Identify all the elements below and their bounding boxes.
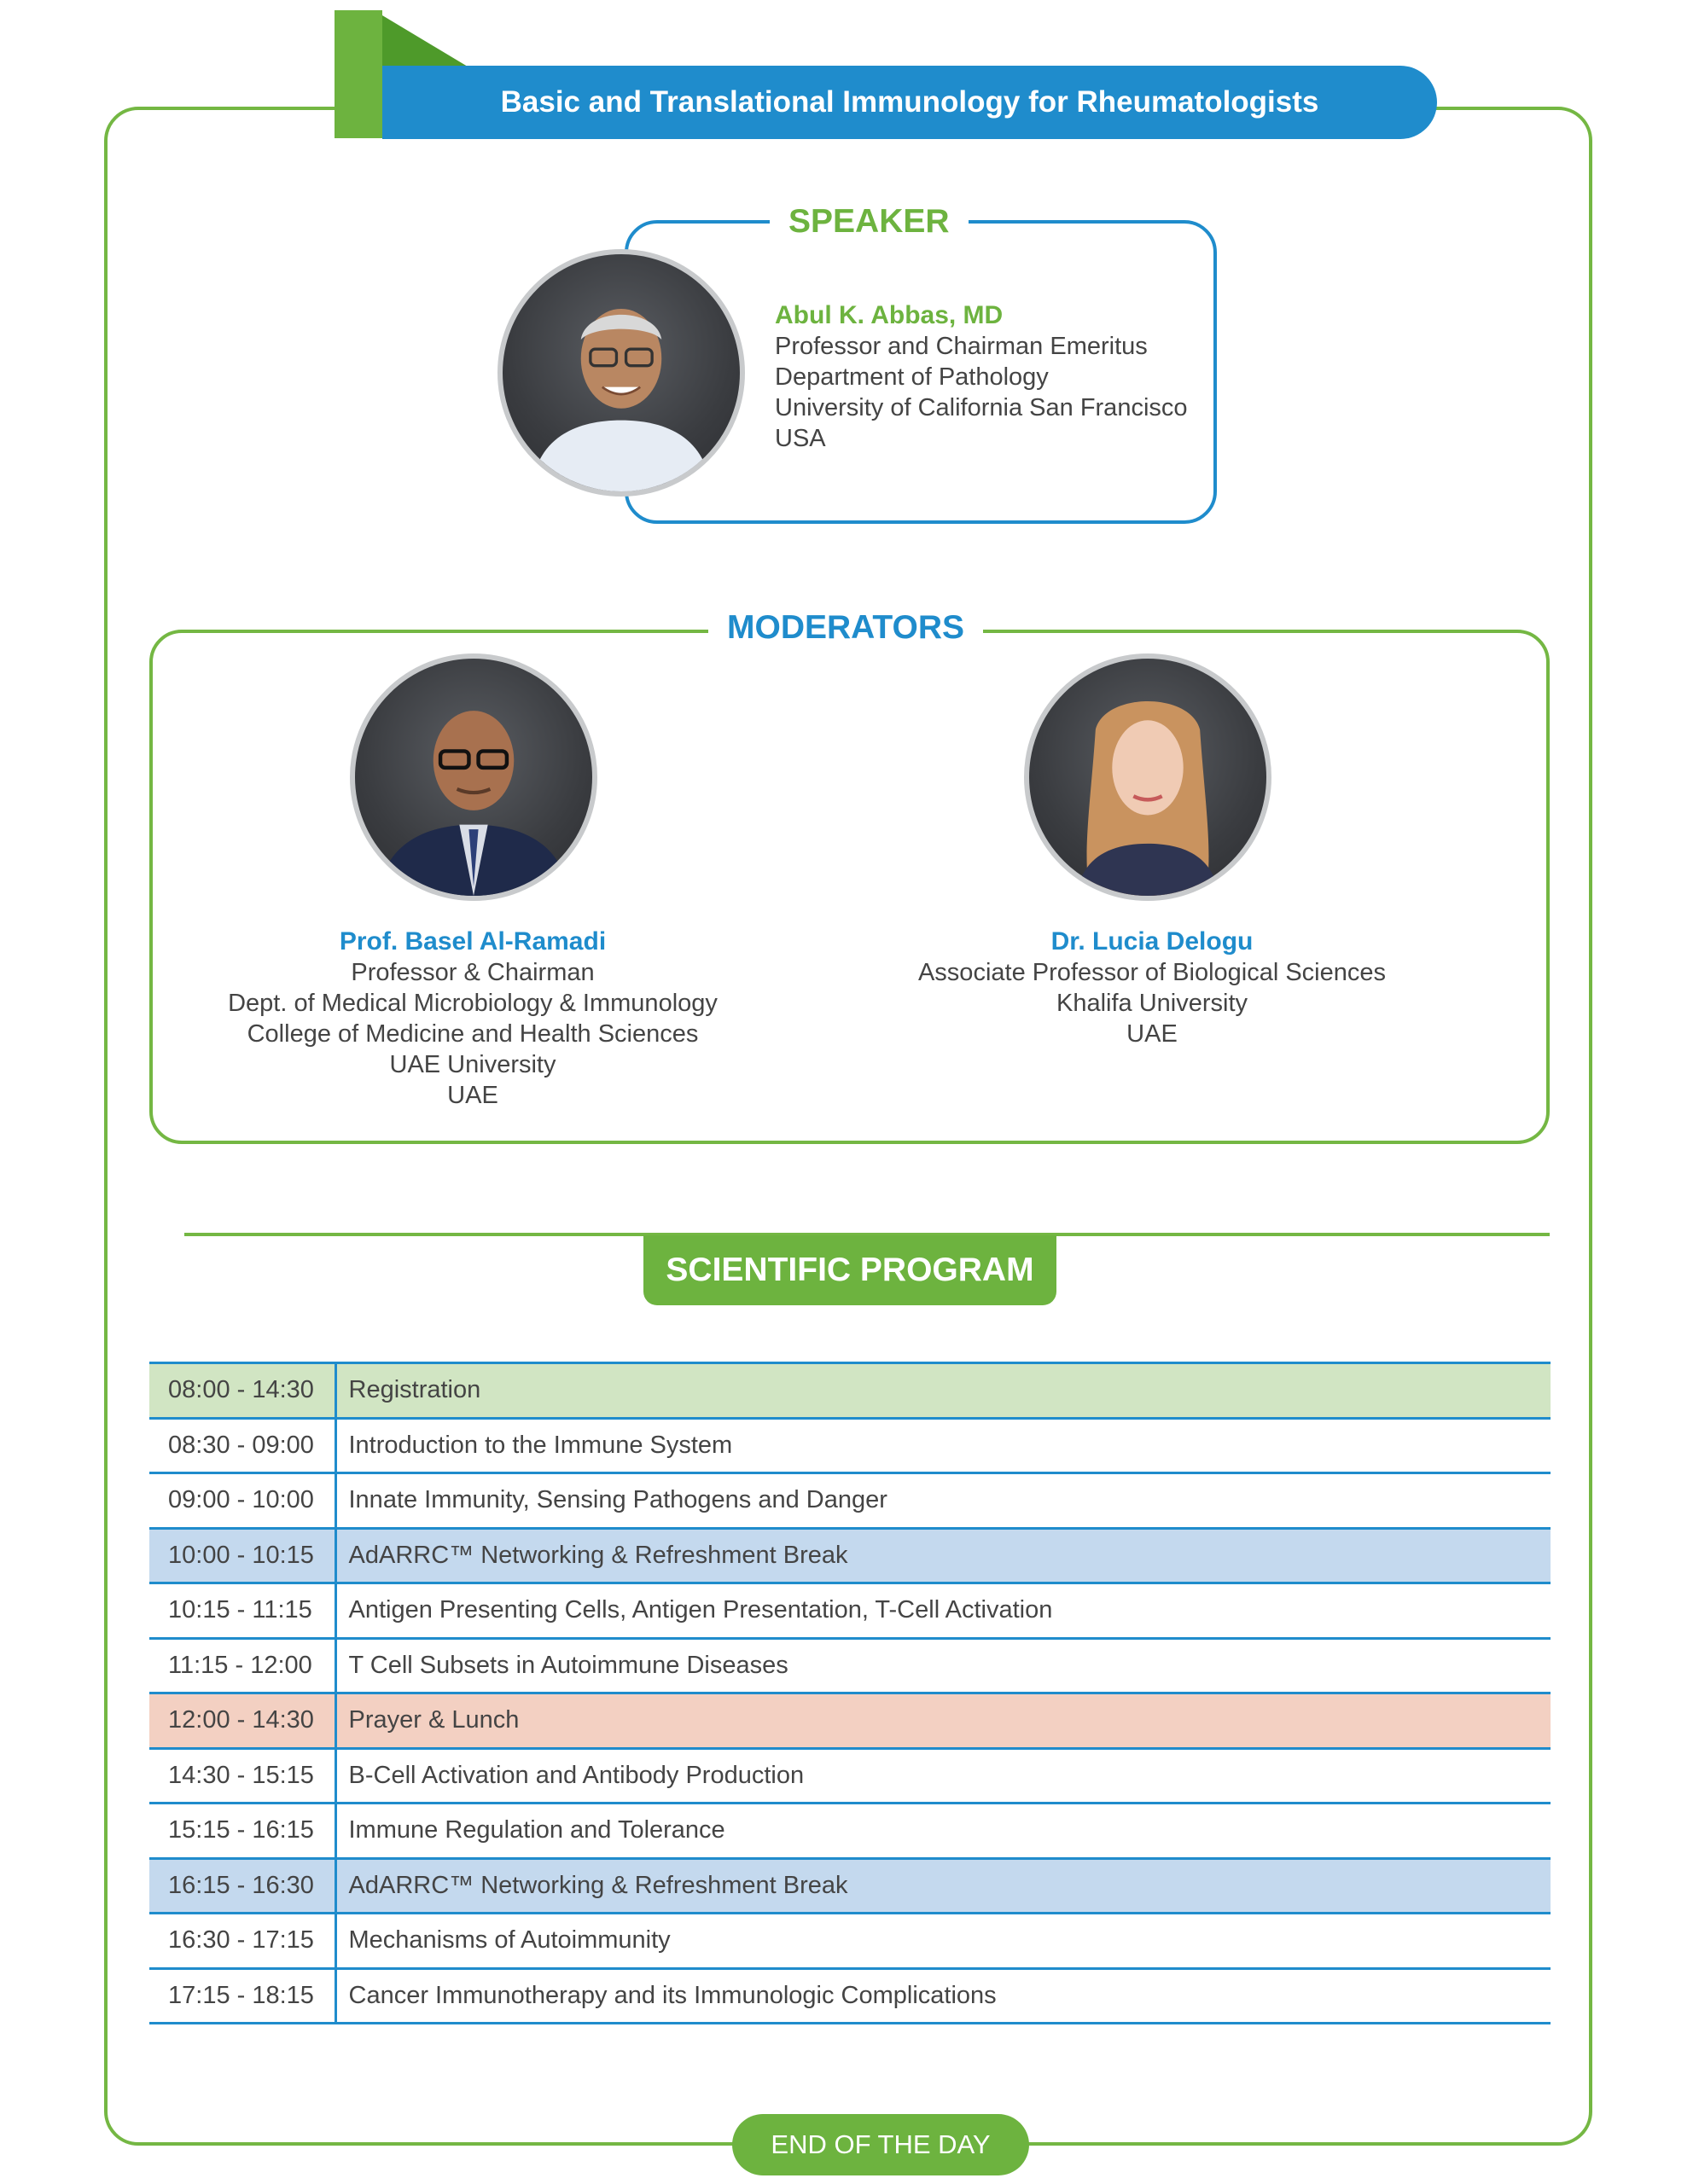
session-title: Immune Regulation and Tolerance (335, 1804, 1551, 1859)
person-silhouette-icon (1029, 659, 1266, 896)
schedule-row (149, 1914, 1551, 1969)
session-time: 15:15 - 16:15 (149, 1804, 335, 1859)
moderator-photo-2 (1024, 653, 1271, 901)
page-title: Basic and Translational Immunology for Rheumatologists (382, 66, 1437, 139)
session-time: 17:15 - 18:15 (149, 1968, 335, 2024)
schedule-row (149, 1583, 1551, 1639)
session-time: 09:00 - 10:00 (149, 1473, 335, 1529)
session-time: 14:30 - 15:15 (149, 1748, 335, 1804)
speaker-department-line: Department of Pathology (775, 363, 1049, 391)
banner-flag-decoration (335, 10, 382, 138)
person-silhouette-icon (503, 254, 740, 491)
schedule-row (149, 1748, 1551, 1804)
schedule-row (149, 1473, 1551, 1529)
moderator-1-line: Dept. of Medical Microbiology & Immunology (228, 990, 718, 1017)
speaker-institution-line: University of California San Francisco (775, 394, 1188, 421)
moderator-1-line: Professor & Chairman (351, 959, 595, 986)
moderator-2-line: Associate Professor of Biological Sciences (917, 959, 1387, 986)
moderator-1-details (183, 926, 763, 1111)
banner-fold-decoration (382, 15, 468, 67)
session-title: B-Cell Activation and Antibody Production (335, 1748, 1551, 1804)
schedule-row (149, 1528, 1551, 1583)
session-title: Prayer & Lunch (335, 1693, 1551, 1749)
session-title: AdARRC™ Networking & Refreshment Break (335, 1858, 1551, 1914)
speaker-title-line: Professor and Chairman Emeritus (775, 333, 1148, 360)
speaker-name: Abul K. Abbas, MD (775, 301, 1004, 329)
moderator-1-line: UAE University (389, 1051, 556, 1078)
session-time: 16:15 - 16:30 (149, 1858, 335, 1914)
moderator-1-line: College of Medicine and Health Sciences (247, 1020, 699, 1048)
schedule-table (149, 1362, 1551, 2024)
program-heading: SCIENTIFIC PROGRAM (643, 1235, 1056, 1305)
session-time: 10:15 - 11:15 (149, 1583, 335, 1639)
session-title: AdARRC™ Networking & Refreshment Break (335, 1528, 1551, 1583)
session-time: 12:00 - 14:30 (149, 1693, 335, 1749)
schedule-row (149, 1804, 1551, 1859)
moderator-2-line: Khalifa University (1056, 990, 1248, 1017)
speaker-details (775, 300, 1188, 454)
session-time: 10:00 - 10:15 (149, 1528, 335, 1583)
moderators-heading: MODERATORS (708, 611, 983, 644)
schedule-row (149, 1638, 1551, 1693)
session-title: Cancer Immunotherapy and its Immunologic Complications (335, 1968, 1551, 2024)
session-title: Antigen Presenting Cells, Antigen Presentation, T-Cell Activation (335, 1583, 1551, 1639)
session-time: 11:15 - 12:00 (149, 1638, 335, 1693)
schedule-row (149, 1363, 1551, 1419)
speaker-country-line: USA (775, 425, 826, 452)
speaker-heading: SPEAKER (770, 205, 969, 238)
moderator-2-name: Dr. Lucia Delogu (1050, 927, 1254, 956)
speaker-photo (497, 249, 745, 497)
schedule-row (149, 1968, 1551, 2024)
moderator-1-name: Prof. Basel Al-Ramadi (339, 927, 607, 956)
session-time: 08:30 - 09:00 (149, 1418, 335, 1473)
moderator-1-line: UAE (447, 1082, 498, 1109)
session-time: 16:30 - 17:15 (149, 1914, 335, 1969)
session-time: 08:00 - 14:30 (149, 1363, 335, 1419)
end-of-day-label: END OF THE DAY (732, 2114, 1029, 2175)
moderator-2-details (862, 926, 1442, 1049)
session-title: T Cell Subsets in Autoimmune Diseases (335, 1638, 1551, 1693)
person-silhouette-icon (355, 659, 592, 896)
schedule-row (149, 1858, 1551, 1914)
schedule-row (149, 1693, 1551, 1749)
session-title: Mechanisms of Autoimmunity (335, 1914, 1551, 1969)
schedule-row (149, 1418, 1551, 1473)
session-title: Introduction to the Immune System (335, 1418, 1551, 1473)
moderator-2-line: UAE (1126, 1020, 1178, 1048)
session-title: Innate Immunity, Sensing Pathogens and Danger (335, 1473, 1551, 1529)
moderator-photo-1 (350, 653, 597, 901)
session-title: Registration (335, 1363, 1551, 1419)
